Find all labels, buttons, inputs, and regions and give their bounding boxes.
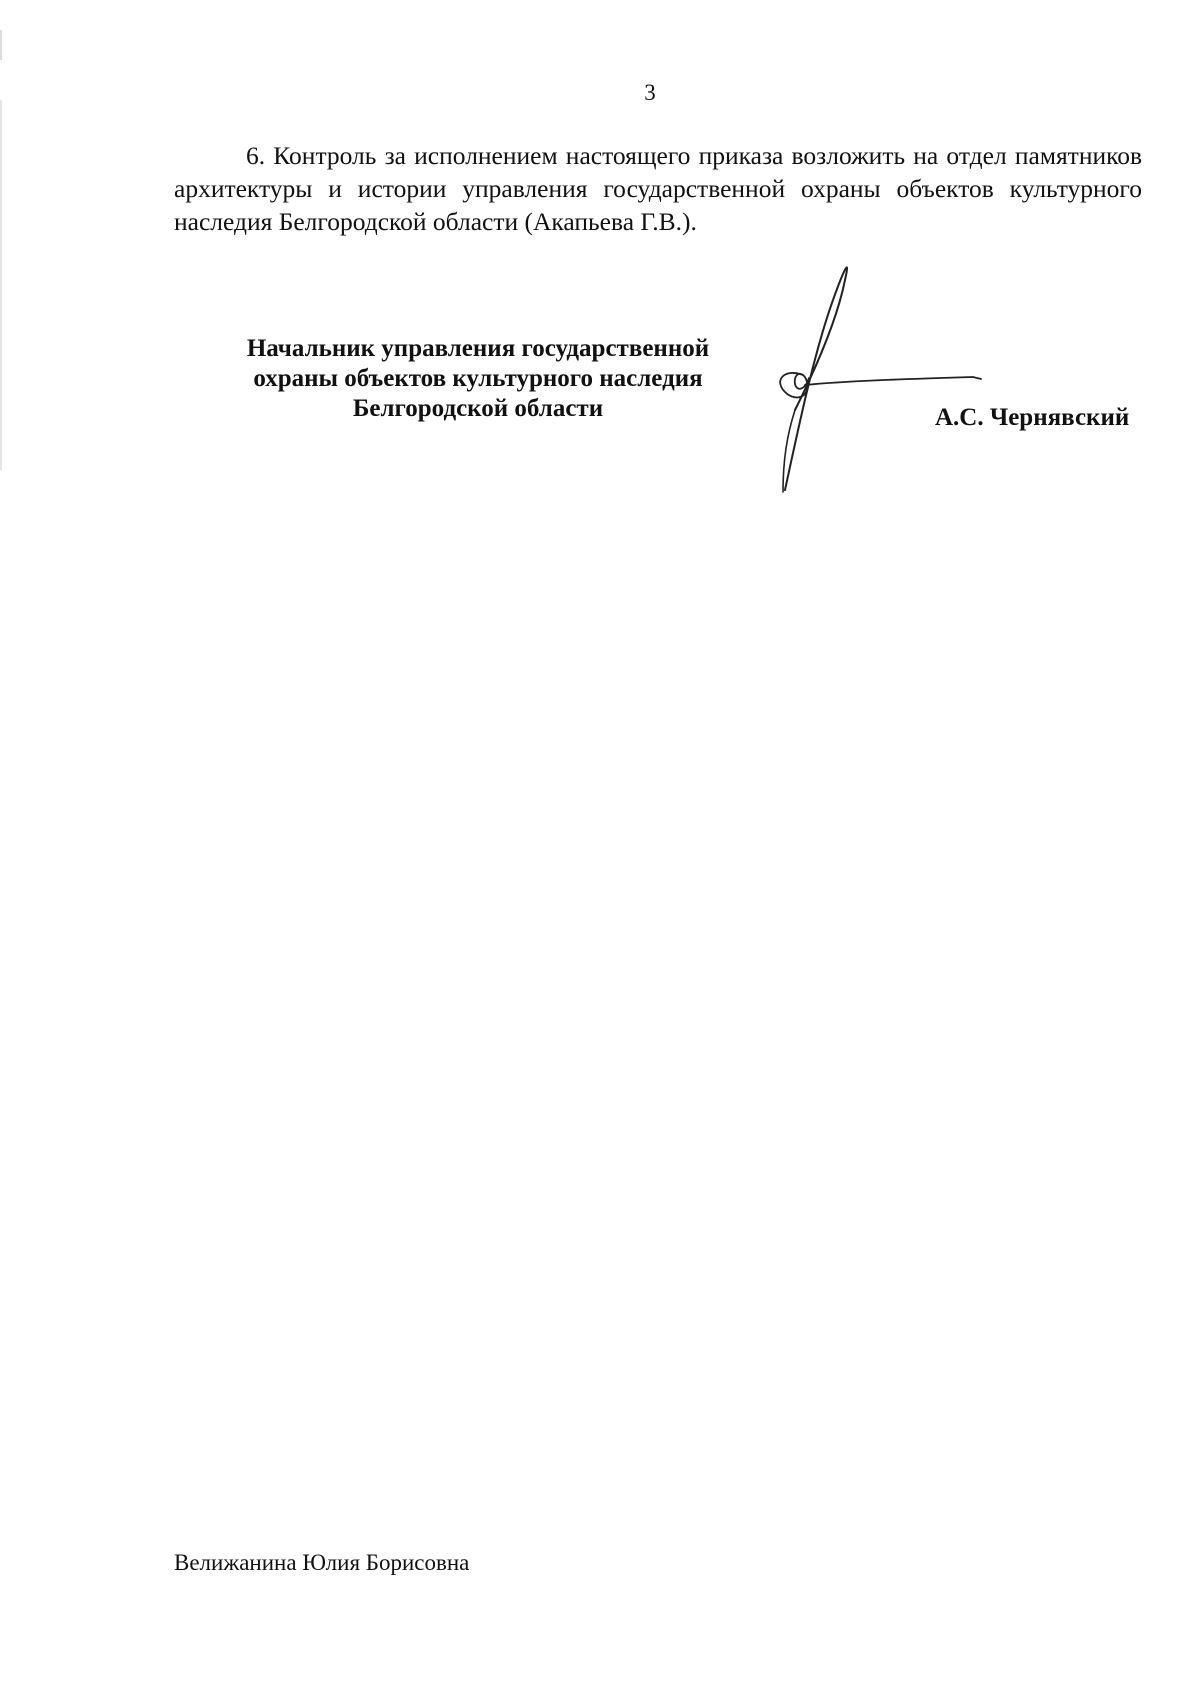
executor-name: Велижанина Юлия Борисовна	[174, 1550, 470, 1575]
signatory-title-line-3: Белгородской области	[352, 395, 604, 422]
scan-edge-marks	[0, 0, 3, 500]
handwritten-signature	[755, 260, 995, 500]
signatory-title	[200, 334, 756, 424]
signatory-name: А.С. Чернявский	[935, 404, 1130, 431]
signatory-title-line-1: Начальник управления государственной	[246, 335, 710, 362]
order-paragraph-6: 6. Контроль за исполнением настоящего приказа возложить на отдел памятников архитектуры и истории управления государственной охраны объектов культурного наследия Белгородской области (Акапьева Г.В.).	[174, 141, 1142, 236]
page-number: 3	[644, 80, 656, 105]
signatory-title-line-2: охраны объектов культурного наследия	[253, 365, 703, 392]
